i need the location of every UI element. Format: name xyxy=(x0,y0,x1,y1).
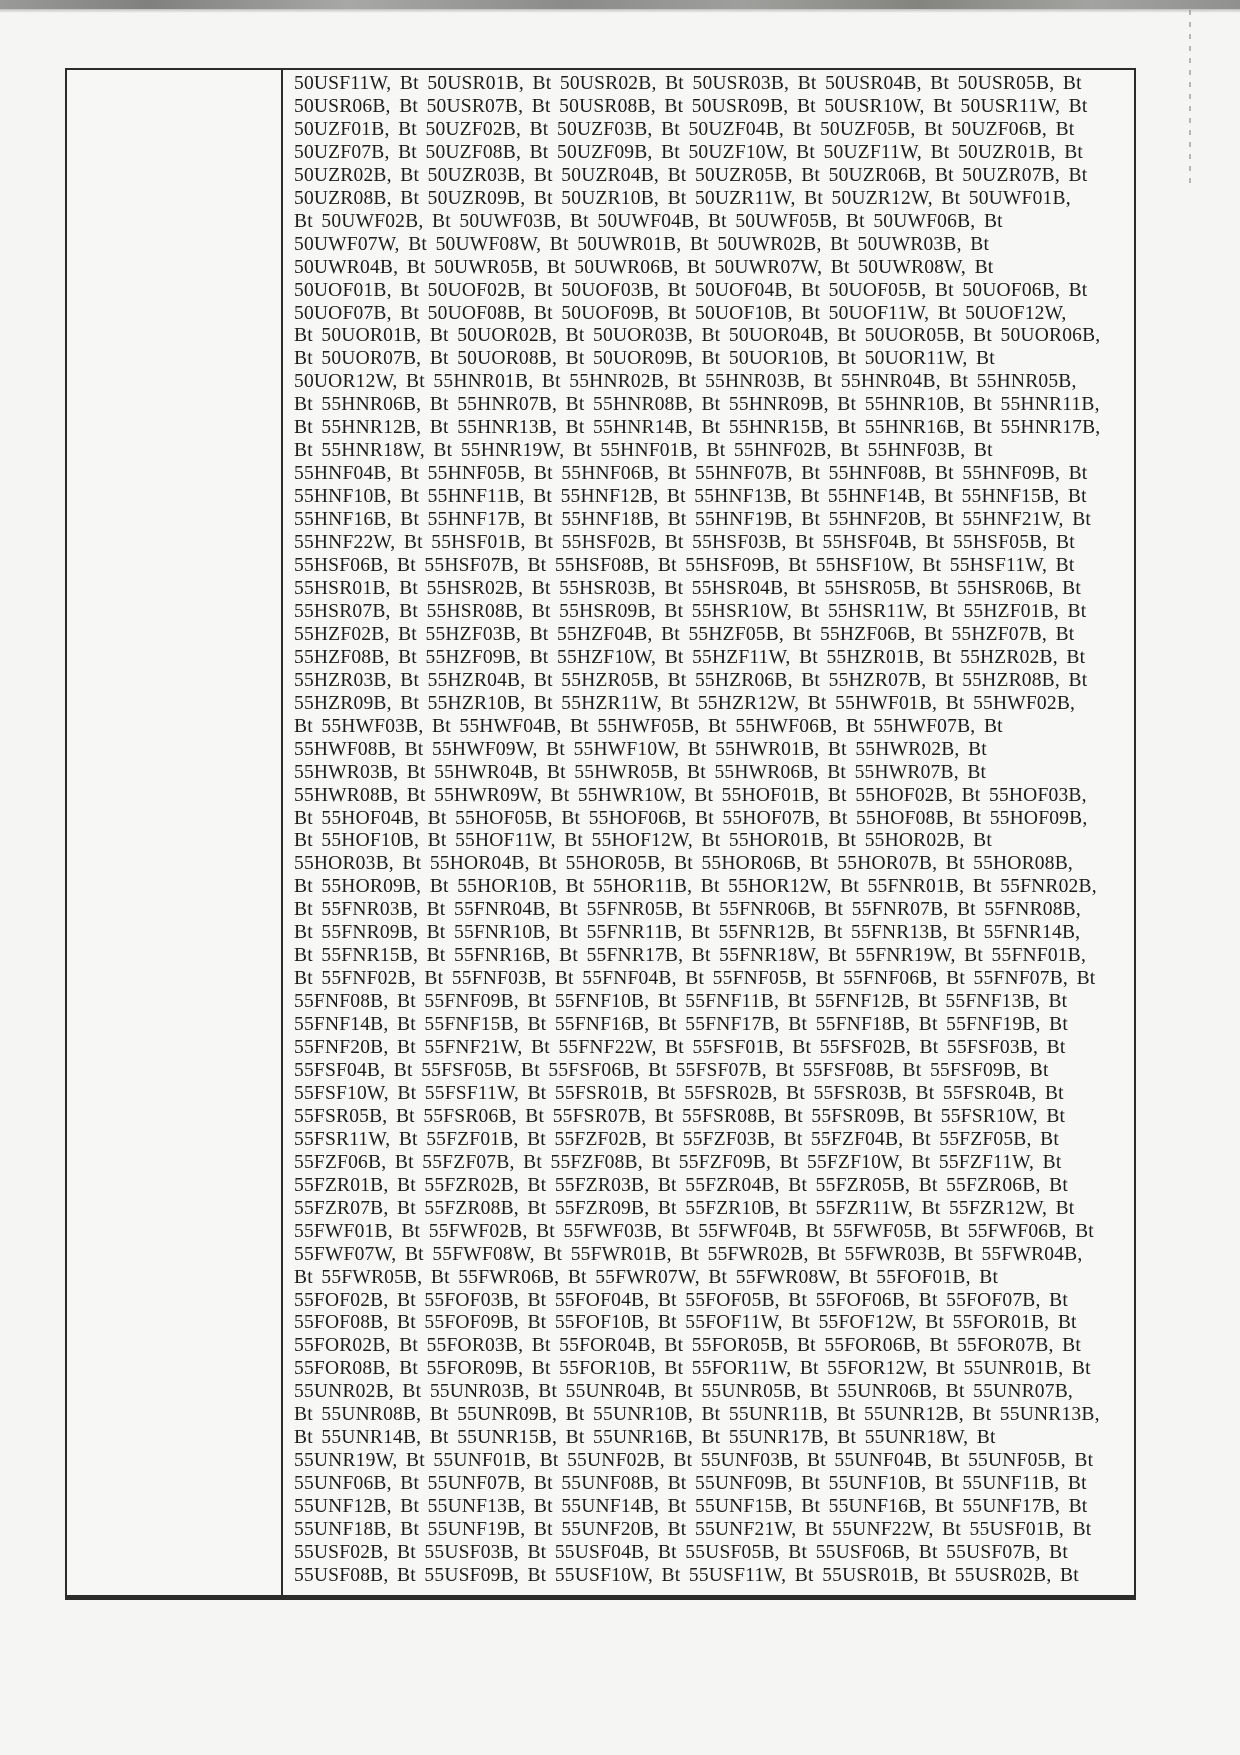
code-line: 50USR06B, Bt 50USR07B, Bt 50USR08B, Bt 50USR09B, Bt 50USR10W, Bt 50USR11W, Bt xyxy=(294,95,1088,117)
code-line: 55HWF08B, Bt 55HWF09W, Bt 55HWF10W, Bt 55HWR01B, Bt 55HWR02B, Bt xyxy=(294,738,987,760)
code-line: Bt 55FNR03B, Bt 55FNR04B, Bt 55FNR05B, Bt 55FNR06B, Bt 55FNR07B, Bt 55FNR08B, xyxy=(294,899,1081,921)
code-line: 55FOF08B, Bt 55FOF09B, Bt 55FOF10B, Bt 55FOF11W, Bt 55FOF12W, Bt 55FOR01B, Bt xyxy=(294,1312,1077,1334)
code-line: Bt 50UOR07B, Bt 50UOR08B, Bt 50UOR09B, Bt 50UOR10B, Bt 50UOR11W, Bt xyxy=(294,348,995,370)
code-line: 50UZF07B, Bt 50UZF08B, Bt 50UZF09B, Bt 50UZF10W, Bt 50UZF11W, Bt 50UZR01B, Bt xyxy=(294,141,1084,163)
code-line: 55HNF22W, Bt 55HSF01B, Bt 55HSF02B, Bt 55HSF03B, Bt 55HSF04B, Bt 55HSF05B, Bt xyxy=(294,532,1075,554)
code-line: 55UNR02B, Bt 55UNR03B, Bt 55UNR04B, Bt 55UNR05B, Bt 55UNR06B, Bt 55UNR07B, xyxy=(294,1381,1073,1403)
code-line: 55FZR07B, Bt 55FZR08B, Bt 55FZR09B, Bt 55FZR10B, Bt 55FZR11W, Bt 55FZR12W, Bt xyxy=(294,1197,1075,1219)
code-line: 55USF02B, Bt 55USF03B, Bt 55USF04B, Bt 55USF05B, Bt 55USF06B, Bt 55USF07B, Bt xyxy=(294,1542,1068,1563)
code-line: 55HSF06B, Bt 55HSF07B, Bt 55HSF08B, Bt 55HSF09B, Bt 55HSF10W, Bt 55HSF11W, Bt xyxy=(294,555,1075,577)
table-left-cell-empty xyxy=(67,70,283,1595)
code-line: 50UZF01B, Bt 50UZF02B, Bt 50UZF03B, Bt 50UZF04B, Bt 50UZF05B, Bt 50UZF06B, Bt xyxy=(294,118,1075,140)
code-line: 50UOF07B, Bt 50UOF08B, Bt 50UOF09B, Bt 50UOF10B, Bt 50UOF11W, Bt 50UOF12W, xyxy=(294,302,1067,324)
code-line: 55FSR11W, Bt 55FZF01B, Bt 55FZF02B, Bt 55FZF03B, Bt 55FZF04B, Bt 55FZF05B, Bt xyxy=(294,1128,1059,1150)
code-line: Bt 55FWR05B, Bt 55FWR06B, Bt 55FWR07W, Bt 55FWR08W, Bt 55FOF01B, Bt xyxy=(294,1266,999,1288)
code-line: 50UWF07W, Bt 50UWF08W, Bt 50UWR01B, Bt 50UWR02B, Bt 50UWR03B, Bt xyxy=(294,233,990,255)
code-line: 55USF08B, Bt 55USF09B, Bt 55USF10W, Bt 55USF11W, Bt 55USR01B, Bt 55USR02B, Bt xyxy=(294,1564,1079,1586)
code-line: Bt 55FNR15B, Bt 55FNR16B, Bt 55FNR17B, Bt 55FNR18W, Bt 55FNR19W, Bt 55FNF01B, xyxy=(294,945,1087,967)
code-line: 55FNF08B, Bt 55FNF09B, Bt 55FNF10B, Bt 55FNF11B, Bt 55FNF12B, Bt 55FNF13B, Bt xyxy=(294,991,1068,1013)
code-line: 55HOR03B, Bt 55HOR04B, Bt 55HOR05B, Bt 55HOR06B, Bt 55HOR07B, Bt 55HOR08B, xyxy=(294,853,1073,875)
scan-edge-artifact xyxy=(0,0,1240,9)
scan-dotted-line-artifact xyxy=(1189,10,1191,185)
code-line: Bt 55HOF10B, Bt 55HOF11W, Bt 55HOF12W, Bt 55HOR01B, Bt 55HOR02B, Bt xyxy=(294,830,992,852)
code-line: Bt 50UOR01B, Bt 50UOR02B, Bt 50UOR03B, Bt 50UOR04B, Bt 50UOR05B, Bt 50UOR06B, xyxy=(294,325,1101,347)
code-line: 55FWF01B, Bt 55FWF02B, Bt 55FWF03B, Bt 55FWF04B, Bt 55FWF05B, Bt 55FWF06B, Bt xyxy=(294,1220,1094,1242)
code-line: 50USF11W, Bt 50USR01B, Bt 50USR02B, Bt 50USR03B, Bt 50USR04B, Bt 50USR05B, Bt xyxy=(294,73,1082,94)
code-line: 55HZR03B, Bt 55HZR04B, Bt 55HZR05B, Bt 55HZR06B, Bt 55HZR07B, Bt 55HZR08B, Bt xyxy=(294,669,1088,691)
code-line: 55UNF18B, Bt 55UNF19B, Bt 55UNF20B, Bt 55UNF21W, Bt 55UNF22W, Bt 55USF01B, Bt xyxy=(294,1519,1092,1541)
code-line: 55HSR01B, Bt 55HSR02B, Bt 55HSR03B, Bt 55HSR04B, Bt 55HSR05B, Bt 55HSR06B, Bt xyxy=(294,577,1081,599)
code-line: 55FZR01B, Bt 55FZR02B, Bt 55FZR03B, Bt 55FZR04B, Bt 55FZR05B, Bt 55FZR06B, Bt xyxy=(294,1174,1068,1196)
code-line: Bt 55UNR14B, Bt 55UNR15B, Bt 55UNR16B, Bt 55UNR17B, Bt 55UNR18W, Bt xyxy=(294,1427,996,1449)
code-line: 55UNF12B, Bt 55UNF13B, Bt 55UNF14B, Bt 55UNF15B, Bt 55UNF16B, Bt 55UNF17B, Bt xyxy=(294,1496,1088,1518)
code-line: 55HZR09B, Bt 55HZR10B, Bt 55HZR11W, Bt 55HZR12W, Bt 55HWF01B, Bt 55HWF02B, xyxy=(294,692,1076,714)
code-line: 55HWR03B, Bt 55HWR04B, Bt 55HWR05B, Bt 55HWR06B, Bt 55HWR07B, Bt xyxy=(294,761,987,783)
code-line: Bt 50UWF02B, Bt 50UWF03B, Bt 50UWF04B, Bt 50UWF05B, Bt 50UWF06B, Bt xyxy=(294,210,1003,232)
code-line: 55FSF04B, Bt 55FSF05B, Bt 55FSF06B, Bt 55FSF07B, Bt 55FSF08B, Bt 55FSF09B, Bt xyxy=(294,1059,1049,1081)
code-line: 55FNF20B, Bt 55FNF21W, Bt 55FNF22W, Bt 55FSF01B, Bt 55FSF02B, Bt 55FSF03B, Bt xyxy=(294,1037,1066,1059)
code-line: 50UOF01B, Bt 50UOF02B, Bt 50UOF03B, Bt 50UOF04B, Bt 50UOF05B, Bt 50UOF06B, Bt xyxy=(294,279,1088,301)
code-line: 55HZF02B, Bt 55HZF03B, Bt 55HZF04B, Bt 55HZF05B, Bt 55HZF06B, Bt 55HZF07B, Bt xyxy=(294,623,1075,645)
code-line: 55FOR08B, Bt 55FOR09B, Bt 55FOR10B, Bt 55FOR11W, Bt 55FOR12W, Bt 55UNR01B, Bt xyxy=(294,1358,1091,1380)
code-line: 55FSR05B, Bt 55FSR06B, Bt 55FSR07B, Bt 55FSR08B, Bt 55FSR09B, Bt 55FSR10W, Bt xyxy=(294,1105,1066,1127)
code-line: Bt 55HWF03B, Bt 55HWF04B, Bt 55HWF05B, Bt 55HWF06B, Bt 55HWF07B, Bt xyxy=(294,715,1003,737)
code-line: 55HNF04B, Bt 55HNF05B, Bt 55HNF06B, Bt 55HNF07B, Bt 55HNF08B, Bt 55HNF09B, Bt xyxy=(294,463,1088,485)
code-listing-table xyxy=(65,68,1136,1600)
code-line: 55UNR19W, Bt 55UNF01B, Bt 55UNF02B, Bt 55UNF03B, Bt 55UNF04B, Bt 55UNF05B, Bt xyxy=(294,1450,1094,1472)
code-line: 50UWR04B, Bt 50UWR05B, Bt 50UWR06B, Bt 50UWR07W, Bt 50UWR08W, Bt xyxy=(294,256,994,278)
code-line: Bt 55HNR18W, Bt 55HNR19W, Bt 55HNF01B, Bt 55HNF02B, Bt 55HNF03B, Bt xyxy=(294,440,993,462)
code-line: 55HNF10B, Bt 55HNF11B, Bt 55HNF12B, Bt 55HNF13B, Bt 55HNF14B, Bt 55HNF15B, Bt xyxy=(294,486,1087,508)
code-line: 55FOR02B, Bt 55FOR03B, Bt 55FOR04B, Bt 55FOR05B, Bt 55FOR06B, Bt 55FOR07B, Bt xyxy=(294,1335,1081,1357)
code-line: 50UZR02B, Bt 50UZR03B, Bt 50UZR04B, Bt 50UZR05B, Bt 50UZR06B, Bt 50UZR07B, Bt xyxy=(294,164,1088,186)
code-line: 50UZR08B, Bt 50UZR09B, Bt 50UZR10B, Bt 50UZR11W, Bt 50UZR12W, Bt 50UWF01B, xyxy=(294,187,1071,209)
code-line: Bt 55UNR08B, Bt 55UNR09B, Bt 55UNR10B, Bt 55UNR11B, Bt 55UNR12B, Bt 55UNR13B, xyxy=(294,1404,1100,1426)
table-right-cell-code-list xyxy=(283,70,1134,1595)
code-line: 55HWR08B, Bt 55HWR09W, Bt 55HWR10W, Bt 55HOF01B, Bt 55HOF02B, Bt 55HOF03B, xyxy=(294,784,1087,806)
code-line: 55FSF10W, Bt 55FSF11W, Bt 55FSR01B, Bt 55FSR02B, Bt 55FSR03B, Bt 55FSR04B, Bt xyxy=(294,1082,1064,1104)
code-line: 55FWF07W, Bt 55FWF08W, Bt 55FWR01B, Bt 55FWR02B, Bt 55FWR03B, Bt 55FWR04B, xyxy=(294,1243,1083,1265)
code-line: 55FZF06B, Bt 55FZF07B, Bt 55FZF08B, Bt 55FZF09B, Bt 55FZF10W, Bt 55FZF11W, Bt xyxy=(294,1151,1062,1173)
code-line: Bt 55HOF04B, Bt 55HOF05B, Bt 55HOF06B, Bt 55HOF07B, Bt 55HOF08B, Bt 55HOF09B, xyxy=(294,807,1088,829)
code-line: 55UNF06B, Bt 55UNF07B, Bt 55UNF08B, Bt 55UNF09B, Bt 55UNF10B, Bt 55UNF11B, Bt xyxy=(294,1473,1087,1495)
code-line: 55HZF08B, Bt 55HZF09B, Bt 55HZF10W, Bt 55HZF11W, Bt 55HZR01B, Bt 55HZR02B, Bt xyxy=(294,646,1086,668)
code-line: Bt 55FNF02B, Bt 55FNF03B, Bt 55FNF04B, Bt 55FNF05B, Bt 55FNF06B, Bt 55FNF07B, Bt xyxy=(294,968,1096,990)
code-line: Bt 55HNR06B, Bt 55HNR07B, Bt 55HNR08B, Bt 55HNR09B, Bt 55HNR10B, Bt 55HNR11B, xyxy=(294,394,1100,416)
code-line: 55FOF02B, Bt 55FOF03B, Bt 55FOF04B, Bt 55FOF05B, Bt 55FOF06B, Bt 55FOF07B, Bt xyxy=(294,1289,1068,1311)
code-line: Bt 55FNR09B, Bt 55FNR10B, Bt 55FNR11B, Bt 55FNR12B, Bt 55FNR13B, Bt 55FNR14B, xyxy=(294,922,1081,944)
code-line: 55FNF14B, Bt 55FNF15B, Bt 55FNF16B, Bt 55FNF17B, Bt 55FNF18B, Bt 55FNF19B, Bt xyxy=(294,1014,1068,1036)
code-line: 55HNF16B, Bt 55HNF17B, Bt 55HNF18B, Bt 55HNF19B, Bt 55HNF20B, Bt 55HNF21W, Bt xyxy=(294,509,1092,531)
code-line: 55HSR07B, Bt 55HSR08B, Bt 55HSR09B, Bt 55HSR10W, Bt 55HSR11W, Bt 55HZF01B, Bt xyxy=(294,600,1087,622)
code-line: 50UOR12W, Bt 55HNR01B, Bt 55HNR02B, Bt 55HNR03B, Bt 55HNR04B, Bt 55HNR05B, xyxy=(294,371,1077,393)
code-line: Bt 55HNR12B, Bt 55HNR13B, Bt 55HNR14B, Bt 55HNR15B, Bt 55HNR16B, Bt 55HNR17B, xyxy=(294,417,1101,439)
code-line: Bt 55HOR09B, Bt 55HOR10B, Bt 55HOR11B, Bt 55HOR12W, Bt 55FNR01B, Bt 55FNR02B, xyxy=(294,876,1097,898)
